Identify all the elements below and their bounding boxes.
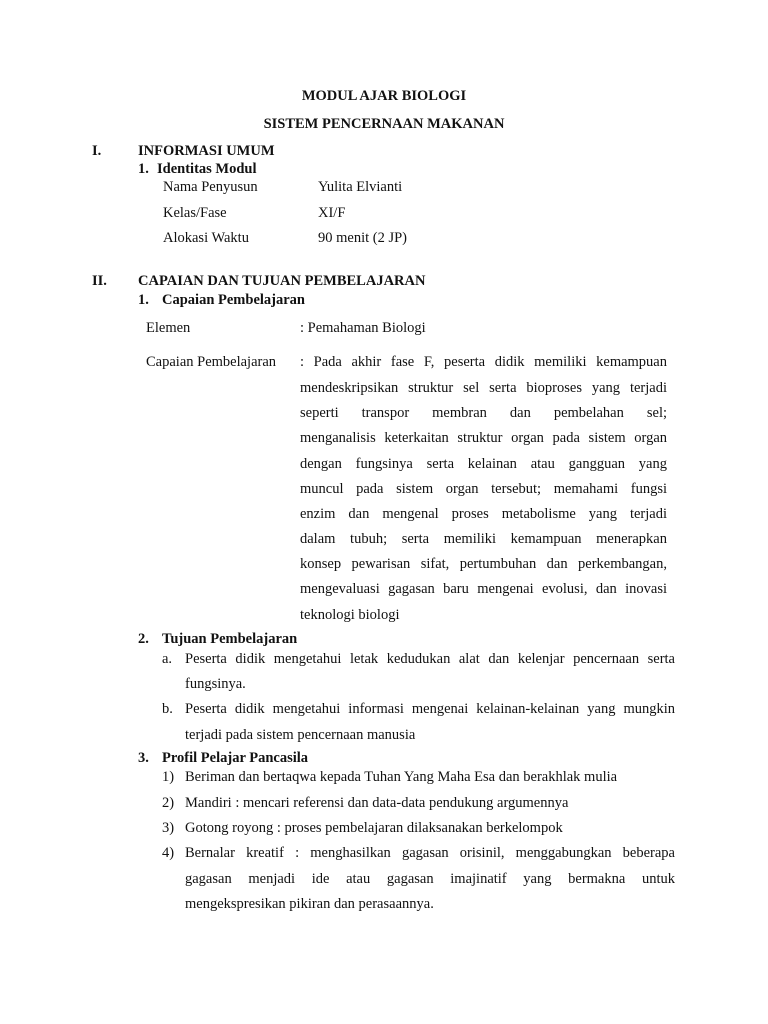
subsection-2-2-number: 2. bbox=[138, 631, 149, 647]
document-subtitle: SISTEM PENCERNAAN MAKANAN bbox=[263, 116, 505, 132]
profile-marker: 1) bbox=[162, 769, 175, 785]
goal-marker: b. bbox=[162, 701, 173, 717]
profile-line: gagasan menjadi ide atau gagasan imajinatif yang bermakna untuk bbox=[185, 871, 675, 887]
profile-line: mengekspresikan pikiran dan perasaannya. bbox=[185, 896, 434, 912]
goal-line: fungsinya. bbox=[185, 676, 246, 692]
goal-line: Peserta didik mengetahui letak kedudukan alat dan kelenjar pencernaan serta bbox=[185, 651, 675, 667]
identity-value-time: 90 menit (2 JP) bbox=[318, 230, 408, 246]
profile-marker: 3) bbox=[162, 820, 175, 836]
subsection-2-3-number: 3. bbox=[138, 750, 149, 766]
subsection-2-1-number: 1. bbox=[138, 292, 149, 308]
cp-line: muncul pada sistem organ tersebut; memahami fungsi bbox=[300, 481, 667, 497]
cp-line: : Pada akhir fase F, peserta didik memiliki kemampuan bbox=[300, 354, 667, 370]
section-2-number: II. bbox=[92, 273, 107, 289]
subsection-1-1-number: 1. bbox=[138, 161, 149, 177]
cp-line: mengevaluasi gagasan baru mengenai evolusi, dan inovasi bbox=[300, 581, 667, 597]
identity-value-class: XI/F bbox=[318, 205, 346, 221]
identity-label-class: Kelas/Fase bbox=[163, 205, 227, 221]
identity-label-time: Alokasi Waktu bbox=[163, 230, 249, 246]
cp-label: Capaian Pembelajaran bbox=[146, 354, 277, 370]
goal-line: terjadi pada sistem pencernaan manusia bbox=[185, 727, 416, 743]
cp-line: dalam tubuh; serta memiliki kemampuan menerapkan bbox=[300, 531, 667, 547]
subsection-2-1-heading: Capaian Pembelajaran bbox=[162, 292, 305, 308]
profile-line: Mandiri : mencari referensi dan data-data pendukung argumennya bbox=[185, 795, 569, 811]
section-2-heading: CAPAIAN DAN TUJUAN PEMBELAJARAN bbox=[138, 273, 426, 289]
cp-line: mendeskripsikan struktur sel serta bioproses yang terjadi bbox=[300, 380, 667, 396]
goal-marker: a. bbox=[162, 651, 173, 667]
profile-line: Bernalar kreatif : menghasilkan gagasan orisinil, menggabungkan beberapa bbox=[185, 845, 675, 861]
cp-line: dengan fungsinya serta kelainan atau gangguan yang bbox=[300, 456, 667, 472]
document-title: MODUL AJAR BIOLOGI bbox=[301, 88, 467, 104]
goal-line: Peserta didik mengetahui informasi mengenai kelainan-kelainan yang mungkin bbox=[185, 701, 675, 717]
cp-line: enzim dan mengenal proses metabolisme yang terjadi bbox=[300, 506, 667, 522]
cp-line: konsep pewarisan sifat, pertumbuhan dan perkembangan, bbox=[300, 556, 667, 572]
subsection-2-2-heading: Tujuan Pembelajaran bbox=[162, 631, 298, 647]
elemen-label: Elemen bbox=[146, 320, 191, 336]
subsection-2-3-heading: Profil Pelajar Pancasila bbox=[162, 750, 309, 766]
cp-line: menganalisis keterkaitan struktur organ pada sistem organ bbox=[300, 430, 667, 446]
identity-value-author: Yulita Elvianti bbox=[318, 179, 403, 195]
cp-line: seperti transpor membran dan pembelahan sel; bbox=[300, 405, 667, 421]
profile-marker: 2) bbox=[162, 795, 175, 811]
profile-line: Beriman dan bertaqwa kepada Tuhan Yang Maha Esa dan berakhlak mulia bbox=[185, 769, 618, 785]
section-1-heading: INFORMASI UMUM bbox=[138, 143, 275, 159]
identity-label-author: Nama Penyusun bbox=[163, 179, 258, 195]
subsection-1-1-heading: Identitas Modul bbox=[157, 161, 257, 177]
profile-line: Gotong royong : proses pembelajaran dilaksanakan berkelompok bbox=[185, 820, 563, 836]
profile-marker: 4) bbox=[162, 845, 175, 861]
cp-line: teknologi biologi bbox=[300, 607, 400, 623]
section-1-number: I. bbox=[92, 143, 102, 159]
elemen-value: : Pemahaman Biologi bbox=[300, 320, 426, 336]
